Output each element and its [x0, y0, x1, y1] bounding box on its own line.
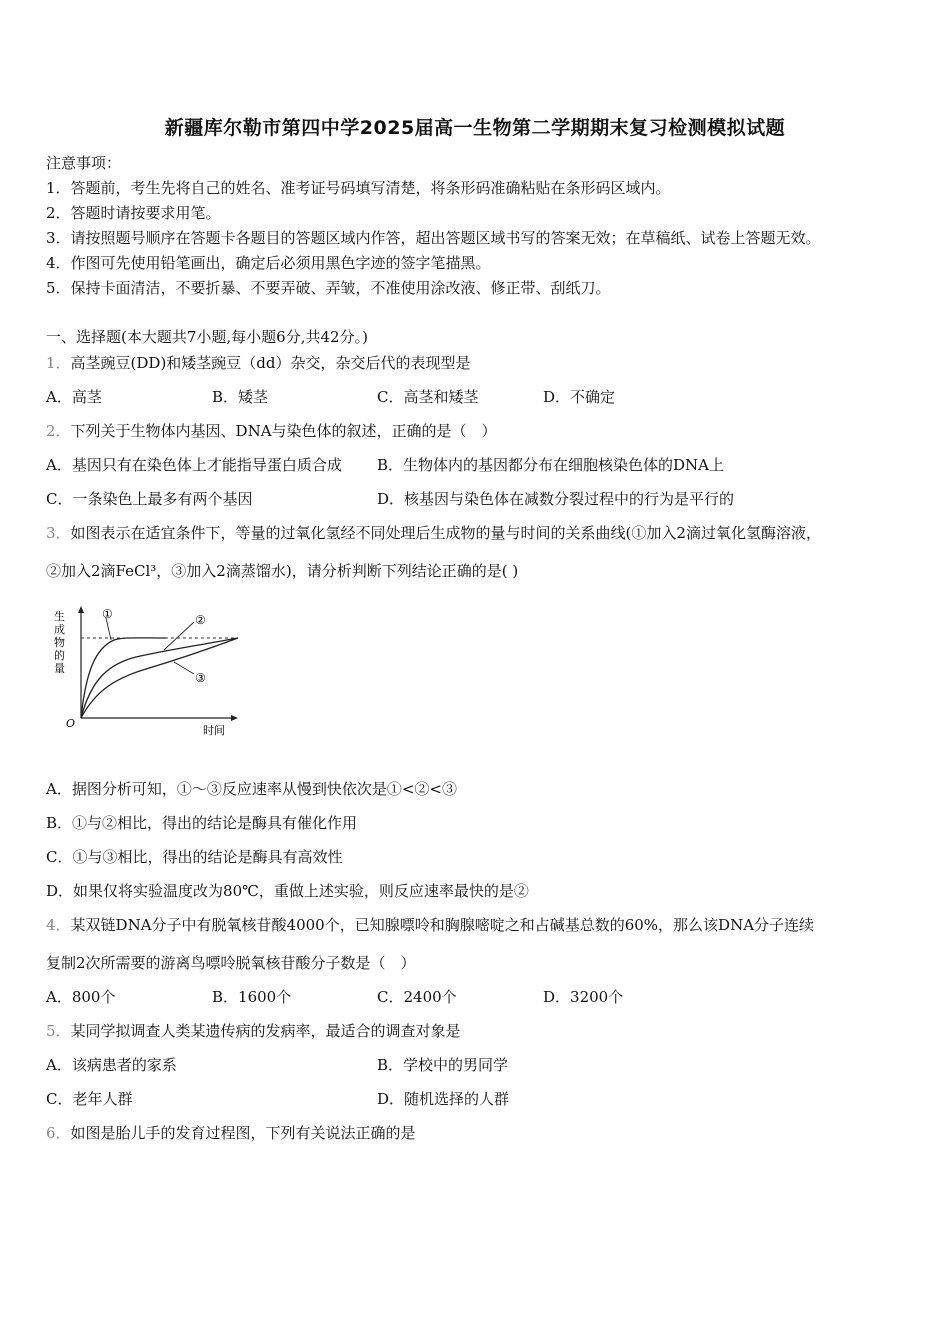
question-stem: 如图是胎儿手的发育过程图，下列有关说法正确的是 [70, 1124, 416, 1142]
option-a: A．基因只有在染色体上才能指导蛋白质合成 [46, 456, 342, 474]
option-c: C．2400个 [377, 988, 457, 1006]
option-c: C．老年人群 [46, 1090, 133, 1108]
x-axis-label: 时间 [203, 724, 225, 737]
notice-item: 5．保持卡面清洁，不要折暴、不要弄破、弄皱，不准使用涂改液、修正带、刮纸刀。 [46, 279, 611, 297]
option-a: A．高茎 [46, 388, 102, 406]
question-stem: 某同学拟调查人类某遗传病的发病率，最适合的调查对象是 [70, 1022, 461, 1040]
question-number: 5． [46, 1022, 71, 1040]
question-stem: 如图表示在适宜条件下，等量的过氧化氢经不同处理后生成物的量与时间的关系曲线(①加入2滴过氧化氢酶溶液， [70, 524, 821, 542]
option-d: D．不确定 [543, 388, 616, 406]
question-3 [46, 522, 821, 543]
question-number: 1． [46, 354, 71, 372]
question-number: 6． [46, 1124, 71, 1142]
question-number: 3． [46, 524, 71, 542]
y-axis-label-char: 的 [54, 649, 65, 662]
curve-label-3: ③ [195, 671, 206, 685]
notice-item: 4．作图可先使用铅笔画出，确定后必须用黑色字迹的签字笔描黑。 [46, 254, 491, 272]
y-axis-label-char: 生 [54, 610, 65, 623]
option-b: B．1600个 [212, 988, 292, 1006]
option-a: A．800个 [46, 988, 116, 1006]
question-4 [46, 914, 814, 935]
option-b: B．矮茎 [212, 388, 269, 406]
question-number: 4． [46, 916, 71, 934]
leader-line-1 [106, 618, 111, 640]
question-5 [46, 1020, 461, 1041]
notice-item: 1．答题前，考生先将自己的姓名、准考证号码填写清楚，将条形码准确粘贴在条形码区域内。 [46, 179, 671, 197]
origin-label: O [66, 717, 76, 730]
leader-line-2 [164, 622, 194, 650]
y-axis-label-char: 量 [54, 662, 65, 675]
reaction-curve-figure [46, 600, 256, 745]
option-b: B．学校中的男同学 [377, 1056, 509, 1074]
curve-3 [81, 638, 238, 718]
option-b: B．生物体内的基因都分布在细胞核染色体的DNA上 [377, 456, 725, 474]
question-1 [46, 352, 471, 373]
question-6 [46, 1122, 416, 1143]
question-stem-continued: ②加入2滴FeCl³，③加入2滴蒸馏水)，请分析判断下列结论正确的是( ) [46, 562, 519, 580]
y-axis-label-char: 物 [54, 636, 65, 649]
option-d: D．如果仅将实验温度改为80℃，重做上述实验，则反应速率最快的是② [46, 882, 529, 900]
option-c: C．①与③相比，得出的结论是酶具有高效性 [46, 848, 343, 866]
y-axis-label-char: 成 [54, 623, 65, 636]
curve-label-2: ② [195, 613, 206, 627]
notice-heading: 注意事项： [46, 154, 122, 172]
section-heading: 一、选择题(本大题共7小题,每小题6分,共42分。) [46, 328, 368, 346]
x-axis-arrow [231, 715, 238, 721]
option-a: A．该病患者的家系 [46, 1056, 177, 1074]
question-stem: 下列关于生物体内基因、DNA与染色体的叙述，正确的是（ ） [70, 422, 497, 440]
option-c: C．高茎和矮茎 [377, 388, 479, 406]
notice-item: 2．答题时请按要求用笔。 [46, 204, 221, 222]
question-2 [46, 420, 497, 441]
option-a: A．据图分析可知，①～③反应速率从慢到快依次是①<②<③ [46, 780, 457, 798]
question-stem: 高茎豌豆(DD)和矮茎豌豆（dd）杂交，杂交后代的表现型是 [70, 354, 471, 372]
question-stem-continued: 复制2次所需要的游离鸟嘌呤脱氧核苷酸分子数是（ ） [46, 954, 416, 972]
curve-2 [81, 638, 238, 718]
leader-line-3 [174, 662, 194, 674]
option-d: D．随机选择的人群 [377, 1090, 510, 1108]
question-number: 2． [46, 422, 71, 440]
notice-item: 3．请按照题号顺序在答题卡各题目的答题区域内作答，超出答题区域书写的答案无效；在草稿纸、试卷上答题无效。 [46, 229, 821, 247]
option-d: D．核基因与染色体在减数分裂过程中的行为是平行的 [377, 490, 735, 508]
question-stem: 某双链DNA分子中有脱氧核苷酸4000个，已知腺嘌呤和胸腺嘧啶之和占碱基总数的60%，那么该DNA分子连续 [70, 916, 815, 934]
curve-label-1: ① [102, 607, 113, 621]
option-b: B．①与②相比，得出的结论是酶具有催化作用 [46, 814, 358, 832]
option-d: D．3200个 [543, 988, 624, 1006]
option-c: C．一条染色上最多有两个基因 [46, 490, 253, 508]
page-title: 新疆库尔勒市第四中学2025届高一生物第二学期期末复习检测模拟试题 [164, 117, 786, 139]
y-axis-arrow [78, 606, 84, 613]
